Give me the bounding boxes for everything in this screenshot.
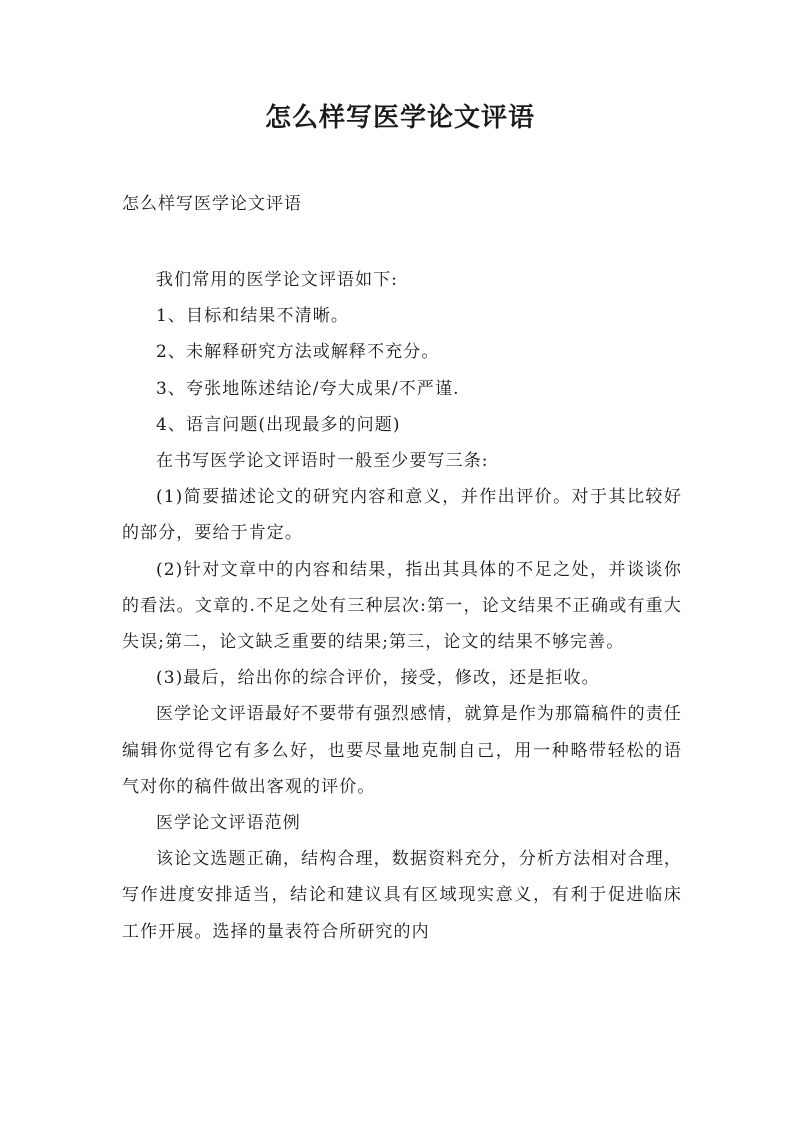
paragraph: (2)针对文章中的内容和结果，指出其具体的不足之处，并谈谈你的看法。文章的.不足之处有三种层次:第一，论文结果不正确或有重大失误;第二，论文缺乏重要的结果;第三，论文的结果不够完善。: [122, 559, 682, 653]
document-title: 怎么样写医学论文评语: [264, 103, 535, 133]
paragraph: 3、夸张地陈述结论/夸大成果/不严谨.: [156, 378, 460, 399]
document-body: [122, 262, 682, 950]
paragraph: (1)简要描述论文的研究内容和意义，并作出评价。对于其比较好的部分，要给于肯定。: [122, 487, 682, 544]
paragraph: 4、语言问题(出现最多的问题): [156, 414, 401, 435]
paragraph: 我们常用的医学论文评语如下:: [156, 270, 399, 290]
paragraph: 1、目标和结果不清晰。: [156, 306, 349, 327]
paragraph: 医学论文评语最好不要带有强烈感情，就算是作为那篇稿件的责任编辑你觉得它有多么好，也要尽量地克制自己，用一种略带轻松的语气对你的稿件做出客观的评价。: [122, 704, 682, 797]
section-heading: 医学论文评语范例: [156, 813, 301, 834]
paragraph: 在书写医学论文评语时一般至少要写三条:: [156, 451, 489, 472]
document-subtitle: 怎么样写医学论文评语: [122, 194, 302, 214]
paragraph: 该论文选题正确，结构合理，数据资料充分，分析方法相对合理，写作进度安排适当，结论和建议具有区域现实意义，有利于促进临床工作开展。选择的量表符合所研究的内: [122, 849, 682, 942]
paragraph: 2、未解释研究方法或解释不充分。: [156, 342, 440, 363]
paragraph: (3)最后，给出你的综合评价，接受，修改，还是拒收。: [156, 668, 600, 689]
